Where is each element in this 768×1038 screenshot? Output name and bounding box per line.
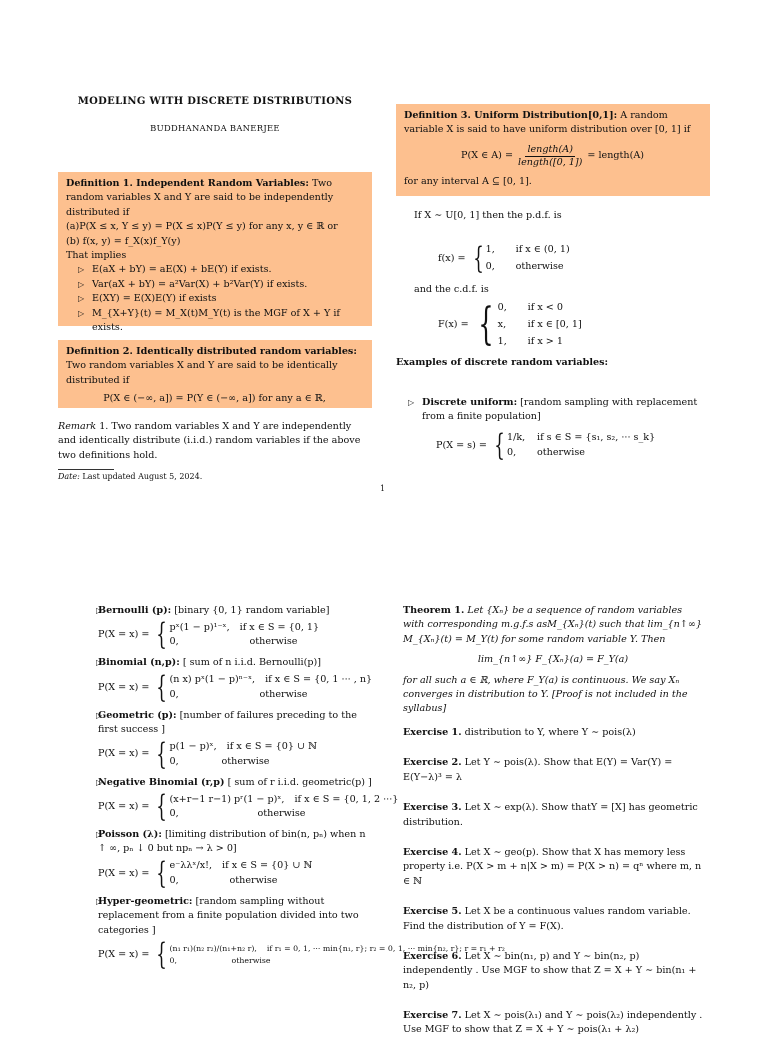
uniform-intro: If X ∼ U[0, 1] then the p.d.f. is bbox=[414, 210, 562, 221]
list-item: ▷ E(aX + bY) = aE(X) + bE(Y) if exists. bbox=[66, 263, 363, 277]
date-footnote bbox=[58, 471, 372, 483]
exercise-7: Exercise 7. Let X ∼ pois(λ₁) and Y ∼ pois(λ₂) independently . Use MGF to show that Z = X + Y ∼ pois(λ₁ + λ₂) bbox=[403, 1010, 703, 1036]
definition-3-box bbox=[396, 104, 710, 196]
exercise-list bbox=[403, 726, 703, 1038]
page-number: 1 bbox=[380, 484, 386, 493]
remark-label: Remark bbox=[58, 421, 97, 432]
theorem-1 bbox=[403, 604, 703, 717]
author-name: BUDDHANANDA BANERJEE bbox=[150, 123, 280, 133]
list-item: ▷ Poisson (λ): [limiting distribution of bin(n, pₙ) when n ↑ ∞, pₙ ↓ 0 but npₙ → λ > 0] bbox=[84, 828, 374, 857]
dist-negative-binomial: ▷ Negative Binomial (r,p) [ sum of r i.i.d. geometric(p) ] P(X = x) = { (x+r−1 r−1) pʳ(1 − p)ˣ, if x ∈ S = {0, 1, 2 ···} 0, otherwise bbox=[84, 776, 374, 822]
uniform-cdf bbox=[438, 300, 582, 350]
formula-lhs: P(X ∈ A) = bbox=[461, 150, 513, 162]
brace-icon: { bbox=[156, 617, 168, 653]
fraction bbox=[516, 144, 584, 169]
definition-2-heading: Definition 2. Identically distributed random variables: bbox=[66, 346, 357, 357]
brace-icon: { bbox=[156, 936, 168, 972]
list-item: ▷ M_{X+Y}(t) = M_X(t)M_Y(t) is the MGF of X + Y if exists. bbox=[66, 307, 363, 336]
brace-icon: { bbox=[477, 299, 494, 351]
brace-icon: { bbox=[156, 669, 168, 705]
case-row: 0, if x < 0 bbox=[497, 302, 563, 313]
case-row: 1, if x ∈ (0, 1) bbox=[485, 244, 570, 255]
definition-3-heading: Definition 3. Uniform Distribution[0,1]: bbox=[404, 110, 618, 121]
pdf-cases bbox=[469, 242, 570, 276]
theorem-text: Let {Xₙ} be a sequence of random variables with corresponding m.g.f.s asM_{Xₙ}(t) such that lim_{n↑∞} M_{Xₙ}(t) = M_Y(t) for some random variable Y. Then bbox=[403, 605, 702, 645]
list-item: ▷ Binomial (n,p): [ sum of n i.i.d. Bernoulli(p)] bbox=[84, 656, 374, 670]
dist-discrete-uniform: ▷ Discrete uniform: [random sampling with replacement from a finite population] P(X = s) = { 1/k, if s ∈ S = {s₁, s₂, ··· s_k} 0, otherwise bbox=[396, 396, 710, 461]
list-item: ▷ Bernoulli (p): [binary {0, 1} random variable] bbox=[84, 604, 374, 618]
definition-1-heading: Definition 1. Independent Random Variables: bbox=[66, 178, 309, 189]
exercise-4: Exercise 4. Let X ∼ geo(p). Show that X has memory less property i.e. P(X > m + n|X > m) = P(X > n) = qⁿ where m, n ∈ ℕ bbox=[403, 846, 702, 887]
definition-2-box bbox=[58, 340, 372, 408]
definition-3-text: A random variable X is said to have uniform distribution over [0, 1] if bbox=[404, 110, 691, 136]
case-row: x, if x ∈ [0, 1] bbox=[497, 318, 582, 330]
brace-icon: { bbox=[156, 736, 168, 772]
list-item: ▷ Var(aX + bY) = a²Var(X) + b²Var(Y) if exists. bbox=[66, 278, 363, 292]
definition-1-list bbox=[66, 263, 363, 335]
case-row: 0, otherwise bbox=[485, 260, 564, 272]
list-item: ▷ Negative Binomial (r,p) [ sum of r i.i.d. geometric(p) ] bbox=[84, 776, 374, 790]
brace-icon: { bbox=[156, 788, 168, 824]
list-item: ▷ E(XY) = E(X)E(Y) if exists bbox=[66, 292, 363, 306]
definition-2-formula: P(X ∈ (−∞, a]) = P(Y ∈ (−∞, a]) for any a ∈ ℝ, bbox=[103, 393, 326, 405]
formula-rhs: = length(A) bbox=[587, 150, 644, 162]
theorem-tail: for all such a ∈ ℝ, where F_Y(a) is continuous. We say Xₙ converges in distribution to Y. [Proof is not included in the syllabus] bbox=[403, 674, 688, 715]
case-row: 1, if x > 1 bbox=[497, 335, 563, 347]
theorem-heading: Theorem 1. bbox=[403, 605, 465, 616]
definition-1-condition-b: (b) f(x, y) = f_X(x)f_Y(y) bbox=[66, 235, 181, 247]
brace-icon: { bbox=[472, 240, 484, 276]
dist-hypergeometric: ▷ Hyper-geometric: [random sampling without replacement from a finite population divided into two categories ] P(X = x) = { (n₁ r₁)(n₂ r₂)/(n₁+n₂ r), if r₁ = 0, 1, ··· min{n₁, r}; r₂ = 0, 1, ··· min{n₂, r}; r = r₁ + r₂ 0, otherwise bbox=[84, 895, 374, 970]
dist-poisson: ▷ Poisson (λ): [limiting distribution of bin(n, pₙ) when n ↑ ∞, pₙ ↓ 0 but npₙ → λ > 0] P(X = x) = { e⁻λλˣ/x!, if x ∈ S = {0} ∪ ℕ 0, otherwise bbox=[84, 828, 374, 889]
exercise-5: Exercise 5. Let X be a continuous values random variable. Find the distribution of Y = F(X). bbox=[403, 906, 691, 932]
paper-title: MODELING WITH DISCRETE DISTRIBUTIONS bbox=[77, 96, 353, 107]
cdf-cases bbox=[472, 300, 582, 350]
brace-icon: { bbox=[156, 855, 168, 891]
exercise-1: Exercise 1. distribution to Y, where Y ∼ pois(λ) bbox=[403, 727, 636, 738]
cdf-intro: and the c.d.f. is bbox=[414, 284, 489, 295]
definition-1-condition-a: (a)P(X ≤ x, Y ≤ y) = P(X ≤ x)P(Y ≤ y) for any x, y ∈ ℝ or bbox=[66, 221, 338, 233]
footnote-rule bbox=[58, 469, 114, 470]
date-label: Date: bbox=[58, 472, 80, 481]
list-item: ▷ Hyper-geometric: [random sampling without replacement from a finite population divided into two categories ] bbox=[84, 895, 374, 938]
exercise-3: Exercise 3. Let X ∼ exp(λ). Show thatY = [X] has geometric distribution. bbox=[403, 802, 698, 828]
remark bbox=[58, 420, 372, 463]
list-item: ▷ Geometric (p): [number of failures preceding to the first success ] bbox=[84, 709, 374, 738]
exercise-2: Exercise 2. Let Y ∼ pois(λ). Show that E(Y) = Var(Y) = E(Y−λ)³ = λ bbox=[403, 757, 673, 783]
definition-3-tail: for any interval A ⊆ [0, 1]. bbox=[404, 175, 532, 187]
definition-1-text: Two random variables X and Y are said to be independently distributed if bbox=[66, 178, 334, 218]
list-item: ▷ Discrete uniform: [random sampling with replacement from a finite population] bbox=[396, 396, 710, 425]
cdf-lhs: F(x) = bbox=[438, 318, 469, 330]
uniform-pdf bbox=[438, 242, 570, 276]
pdf-lhs: f(x) = bbox=[438, 252, 466, 264]
definition-1-box bbox=[58, 172, 372, 333]
exercise-6: Exercise 6. Let X ∼ bin(n₁, p) and Y ∼ bin(n₂, p) independently . Use MGF to show that Z = X + Y ∼ bin(n₁ + n₂, p) bbox=[403, 950, 697, 991]
definition-1-implies: That implies bbox=[66, 249, 127, 261]
brace-icon: { bbox=[494, 427, 505, 463]
dist-geometric: ▷ Geometric (p): [number of failures preceding to the first success ] P(X = x) = { p(1 − p)ˣ, if x ∈ S = {0} ∪ ℕ 0, otherwise bbox=[84, 709, 374, 770]
date-text: Last updated August 5, 2024. bbox=[82, 472, 203, 481]
dist-binomial: ▷ Binomial (n,p): [ sum of n i.i.d. Bernoulli(p)] P(X = x) = { (n x) pˣ(1 − p)ⁿ⁻ˣ, if x ∈ S = {0, 1 ··· , n} 0, otherwise bbox=[84, 656, 374, 702]
remark-text: 1. Two random variables X and Y are independently and identically distribute (i.i.d.) random variables if the above two definitions hold. bbox=[58, 421, 361, 461]
fraction-numerator: length(A) bbox=[527, 143, 573, 155]
theorem-formula: lim_{n↑∞} F_{Xₙ}(a) = F_Y(a) bbox=[477, 654, 629, 666]
definition-2-text: Two random variables X and Y are said to be identically distributed if bbox=[66, 360, 338, 386]
examples-heading: Examples of discrete random variables: bbox=[396, 357, 609, 368]
fraction-denominator: length([0, 1]) bbox=[518, 156, 583, 168]
definition-3-formula bbox=[404, 144, 701, 169]
dist-bernoulli: ▷ Bernoulli (p): [binary {0, 1} random variable] P(X = x) = { pˣ(1 − p)¹⁻ˣ, if x ∈ S = {0, 1} 0, otherwise bbox=[84, 604, 374, 650]
